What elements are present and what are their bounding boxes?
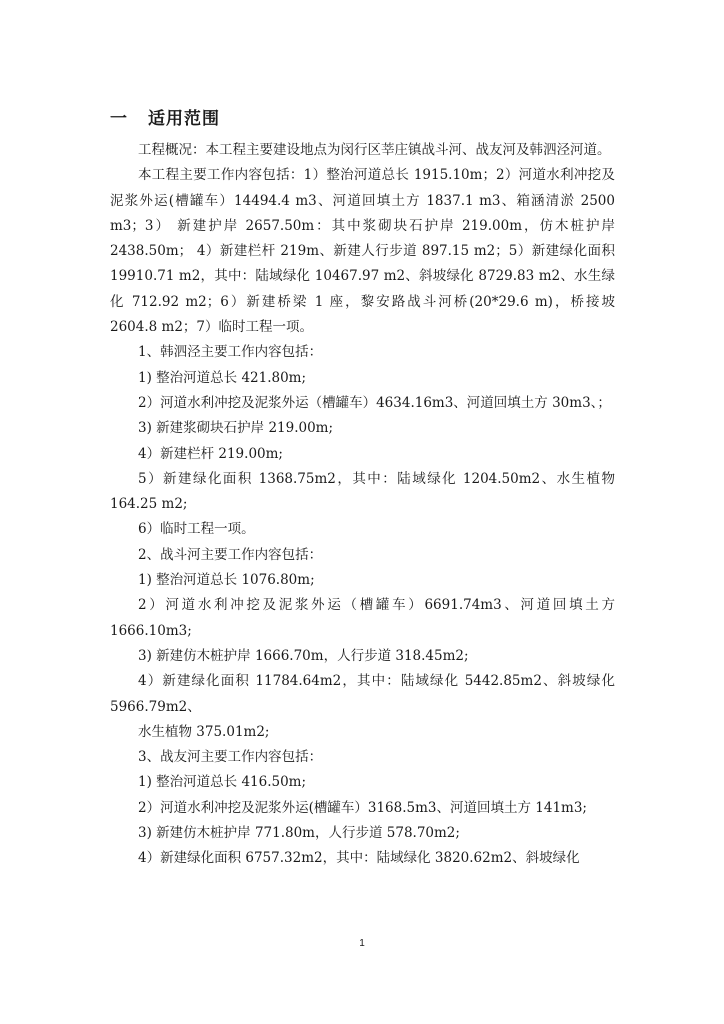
paragraph-item: 水生植物 375.01m2; xyxy=(138,723,270,740)
paragraph-item: 3) 新建仿木桩护岸 1666.70m，人行步道 318.45m2; xyxy=(138,647,469,664)
paragraph-item: 1、韩泗泾主要工作内容包括： xyxy=(138,344,323,361)
paragraph-item: 2）河道水利冲挖及泥浆外运(槽罐车）3168.5m3、河道回填土方 141m3; xyxy=(138,799,587,816)
paragraph-main-scope: 本工程主要工作内容包括：1）整治河道总长 1915.10m；2）河道水利冲挖及泥浆外运(槽罐车）14494.4 m3、河道回填土方 1837.1 m3、箱涵清淤 2500 m3；3） 新建护岸 2657.50m：其中浆砌块石护岸 219.00m，仿木桩护岸 2438.50m； 4）新建栏杆 219m、新建人行步道 897.15 m2；5）新建绿化面积 19910.71 m2，其中：陆域绿化 10467.97 m2、斜坡绿化 8729.83 m2、水生绿化 712.92 m2；6）新建桥梁 1 座，黎安路战斗河桥(20*29.6 m)，桥接坡 2604.8 m2；7）临时工程一项。 xyxy=(110,167,615,336)
paragraph-item: 1) 整治河道总长 1076.80m; xyxy=(138,572,315,589)
paragraph-item: 3) 新建仿木桩护岸 771.80m，人行步道 578.70m2; xyxy=(138,825,460,842)
section-number: 一 xyxy=(110,109,128,129)
section-heading xyxy=(110,104,220,129)
paragraph-item: 4）新建绿化面积 11784.64m2，其中：陆域绿化 5442.85m2、斜坡绿化 5966.79m2、 xyxy=(110,673,615,715)
section-title: 适用范围 xyxy=(148,109,220,129)
paragraph-item: 3) 新建浆砌块石护岸 219.00m; xyxy=(138,420,334,437)
body-text xyxy=(110,138,615,872)
page-number: 1 xyxy=(359,938,365,949)
paragraph-item: 2）河道水利冲挖及泥浆外运（槽罐车）4634.16m3、河道回填土方 30m3、； xyxy=(138,394,611,411)
paragraph-item: 3、战友河主要工作内容包括： xyxy=(138,749,323,766)
paragraph-item: 4）新建栏杆 219.00m; xyxy=(138,445,283,462)
paragraph-item: 4）新建绿化面积 6757.32m2，其中：陆域绿化 3820.62m2、斜坡绿化 xyxy=(138,850,580,867)
paragraph-overview: 工程概况：本工程主要建设地点为闵行区莘庄镇战斗河、战友河及韩泗泾河道。 xyxy=(138,142,611,158)
paragraph-item: 6）临时工程一项。 xyxy=(138,521,255,538)
paragraph-item: 5）新建绿化面积 1368.75m2，其中：陆域绿化 1204.50m2、水生植物 164.25 m2; xyxy=(110,470,615,513)
paragraph-item: 2）河道水利冲挖及泥浆外运（槽罐车）6691.74m3、河道回填土方 1666.10m3; xyxy=(110,597,615,639)
paragraph-item: 1) 整治河道总长 421.80m; xyxy=(138,369,307,386)
paragraph-item: 2、战斗河主要工作内容包括： xyxy=(138,546,323,563)
paragraph-item: 1) 整治河道总长 416.50m; xyxy=(138,774,307,791)
